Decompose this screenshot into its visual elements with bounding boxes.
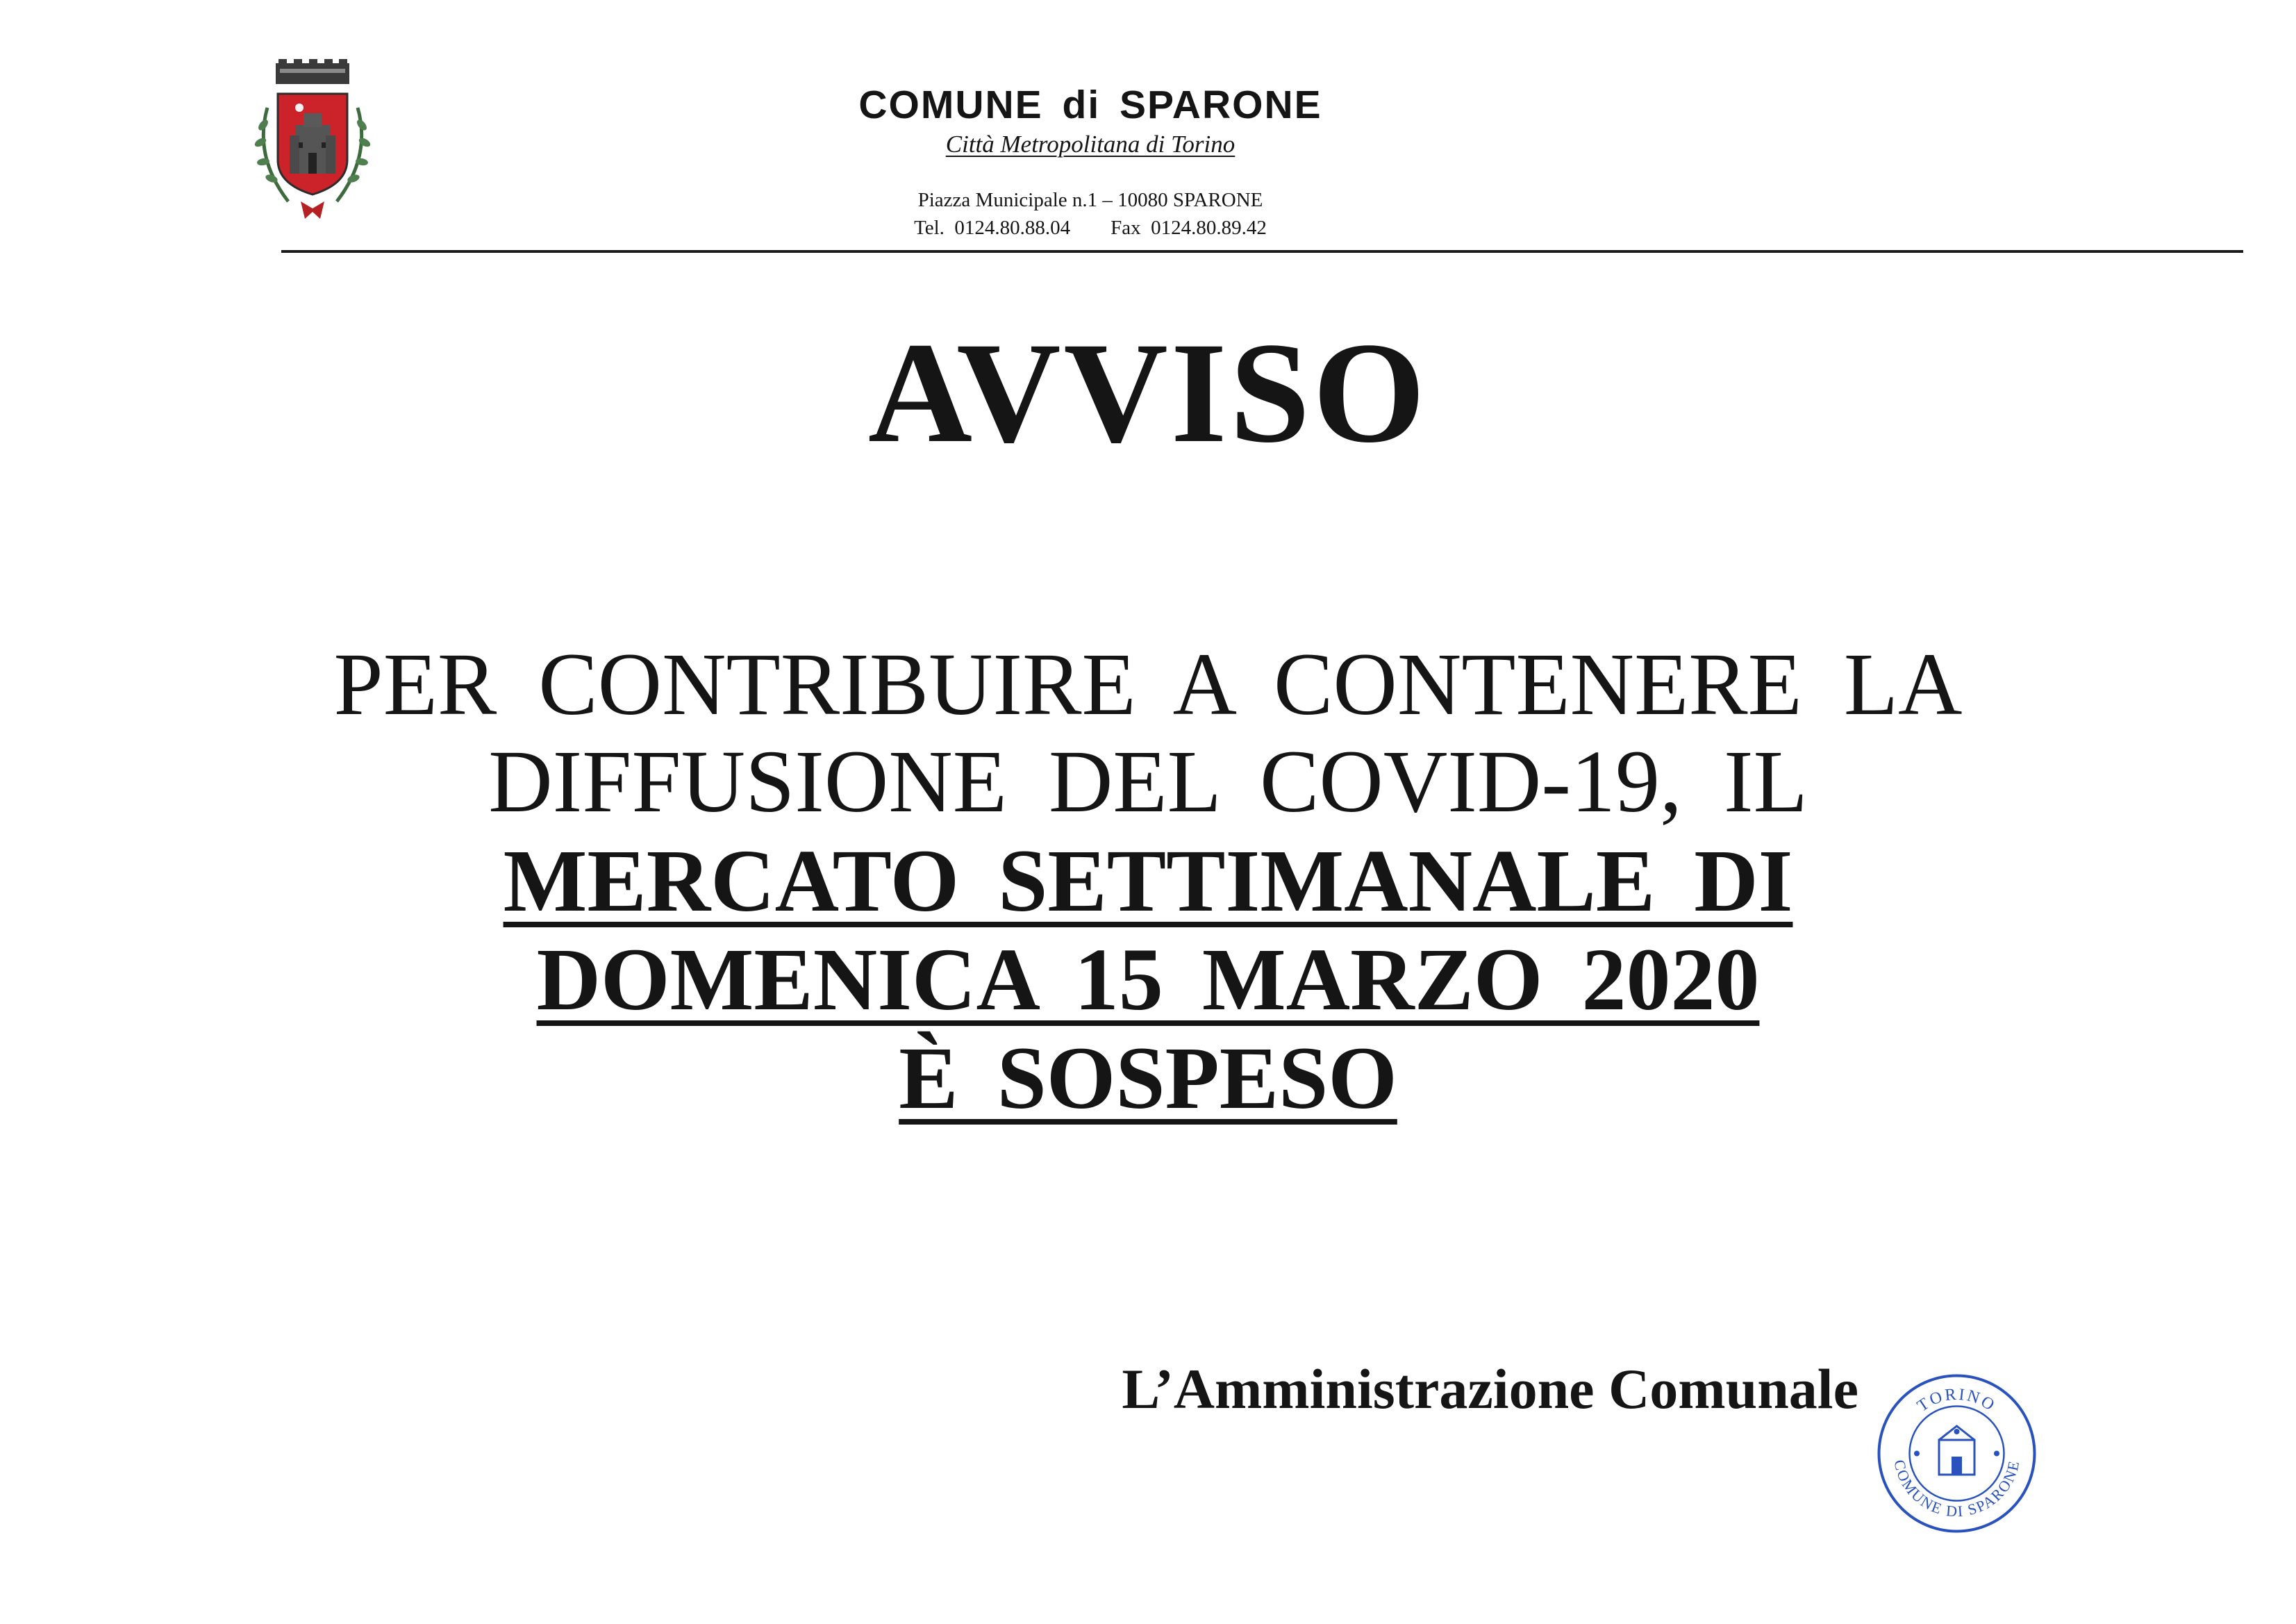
- svg-text:TORINO: [1914, 1386, 1999, 1416]
- official-stamp-icon: [1875, 1372, 2038, 1535]
- metropolitan-city: Città Metropolitana di Torino: [945, 131, 1236, 158]
- header-divider: [281, 250, 2243, 253]
- stamp-ring-bottom: COMUNE DI SPARONE: [1890, 1458, 2023, 1521]
- coat-of-arms-icon: [240, 59, 385, 222]
- notice-line-5-text: È SOSPESO: [899, 1029, 1397, 1127]
- notice-line-5: [0, 1029, 2296, 1127]
- notice-line-3: [0, 832, 2296, 929]
- notice-line-4: [0, 931, 2296, 1028]
- notice-line-2: DIFFUSIONE DEL COVID-19, IL: [488, 732, 1808, 831]
- letterhead: [806, 82, 1375, 242]
- contacts: Tel. 0124.80.88.04 Fax 0124.80.89.42: [914, 217, 1267, 239]
- notice-line-4-text: DOMENICA 15 MARZO 2020: [536, 930, 1760, 1029]
- notice-headline: AVVISO: [867, 313, 1429, 472]
- address: Piazza Municipale n.1 – 10080 SPARONE: [917, 189, 1263, 211]
- notice-line-3-text: MERCATO SETTIMANALE DI: [503, 831, 1793, 930]
- notice-line-1: PER CONTRIBUIRE A CONTENERE LA: [333, 635, 1963, 734]
- stamp-ring-top: TORINO: [1914, 1385, 1999, 1416]
- signature: L’Amministrazione Comunale: [1122, 1357, 1858, 1420]
- municipality-name: COMUNE di SPARONE: [858, 83, 1322, 127]
